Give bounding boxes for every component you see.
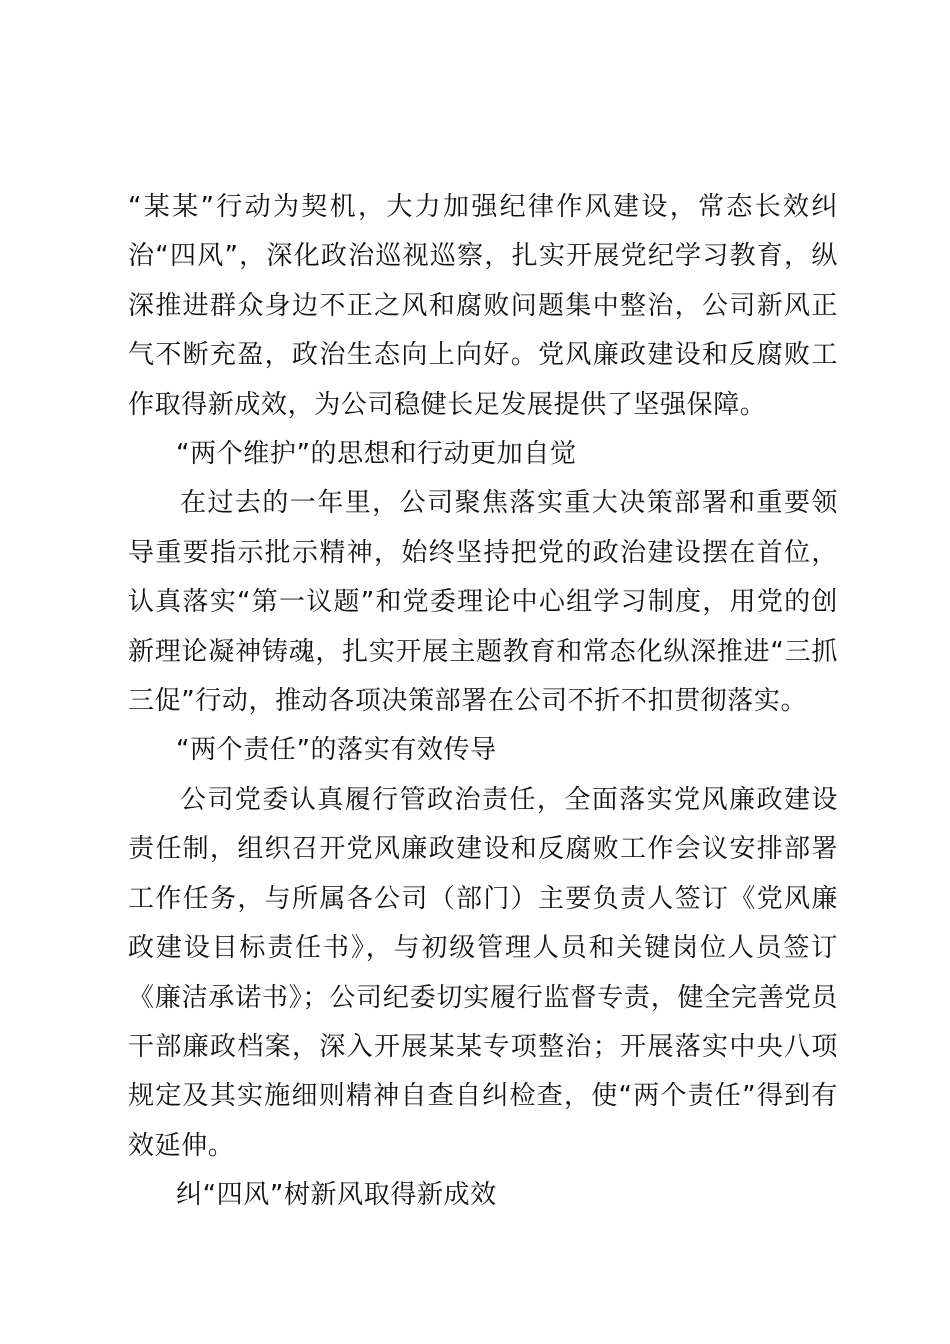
section-heading: 纠“四风”树新风取得新成效 (176, 1180, 497, 1211)
body-paragraph: “某某”行动为契机，大力加强纪律作风建设，常态长效纠治“四风”，深化政治巡视巡察，扎实开展党纪学习教育，纵深推进群众身边不正之风和腐败问题集中整治，公司新风正气不断充盈，政治生态向上向好。党风廉政建设和反腐败工作取得新成效，为公司稳健长足发展提供了坚强保障。 (128, 192, 838, 420)
section-heading: “两个维护”的思想和行动更加自觉 (176, 439, 577, 470)
body-paragraph: 公司党委认真履行管政治责任，全面落实党风廉政建设责任制，组织召开党风廉政建设和反腐败工作会议安排部署工作任务，与所属各公司（部门）主要负责人签订《党风廉政建设目标责任书》，与初级管理人员和关键岗位人员签订《廉洁承诺书》；公司纪委切实履行监督专责，健全完善党员干部廉政档案，深入开展某某专项整治；开展落实中央八项规定及其实施细则精神自查自纠检查，使“两个责任”得到有效延伸。 (128, 784, 838, 1161)
document-body (128, 183, 838, 1221)
body-paragraph: 在过去的一年里，公司聚焦落实重大决策部署和重要领导重要指示批示精神，始终坚持把党的政治建设摆在首位，认真落实“第一议题”和党委理论中心组学习制度，用党的创新理论凝神铸魂，扎实开展主题教育和常态化纵深推进“三抓三促”行动，推动各项决策部署在公司不折不扣贯彻落实。 (128, 488, 838, 717)
section-heading: “两个责任”的落实有效传导 (176, 735, 497, 766)
